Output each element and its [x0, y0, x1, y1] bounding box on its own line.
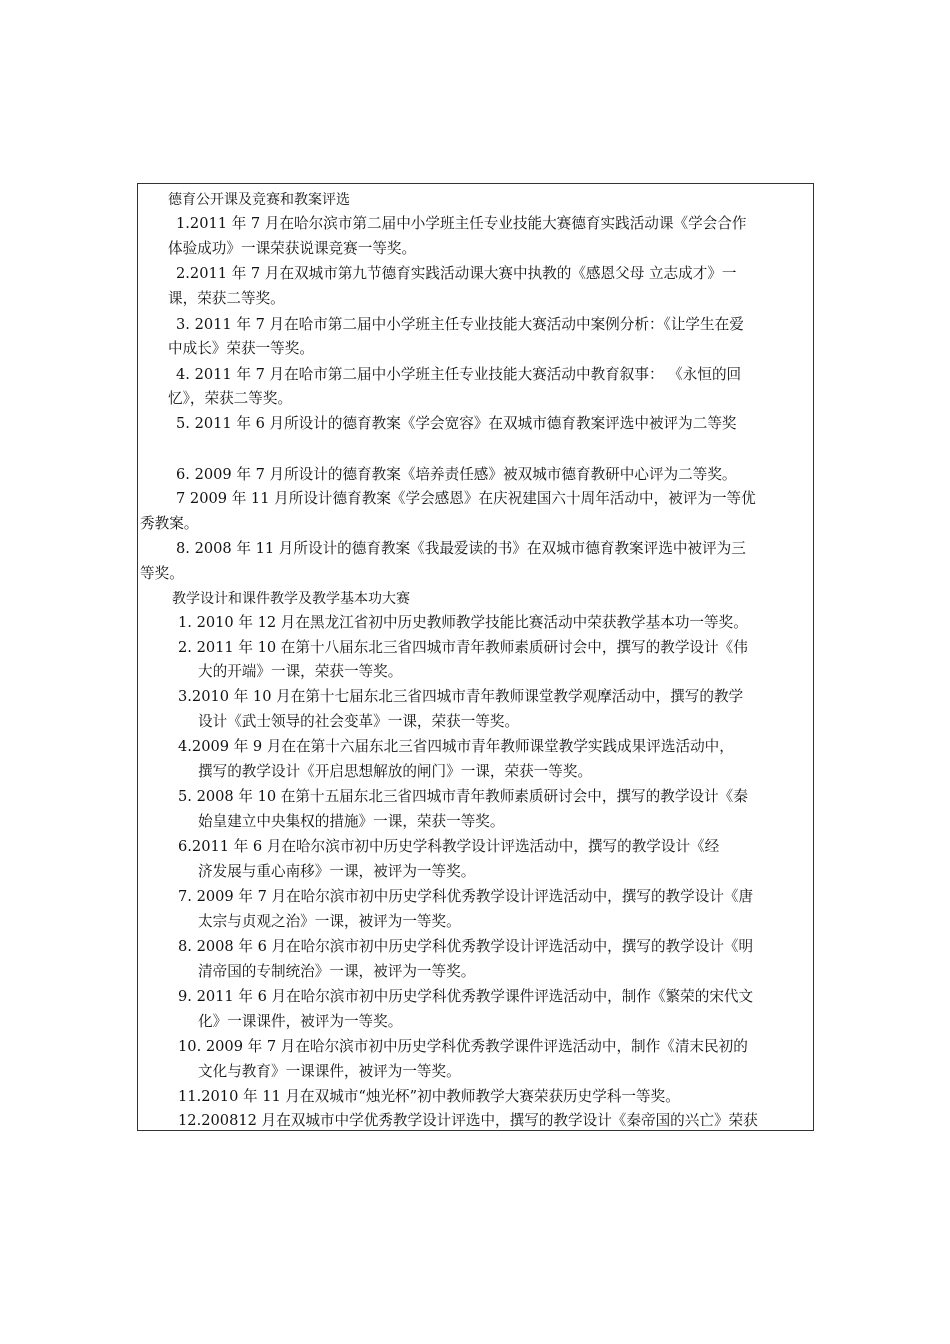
award-line: 中成长》荣获一等奖。 [168, 340, 314, 357]
award-line: 济发展与重心南移》一课，被评为一等奖。 [198, 863, 476, 880]
award-line: 8. 2008 年 11 月所设计的德育教案《我最爱读的书》在双城市德育教案评选中被评为三 [176, 540, 746, 557]
award-line: 3.2010 年 10 月在第十七届东北三省四城市青年教师课堂教学观摩活动中，撰写的教学 [178, 688, 744, 705]
award-line: 6.2011 年 6 月在哈尔滨市初中历史学科教学设计评选活动中，撰写的教学设计《经 [178, 838, 720, 855]
award-line: 4.2009 年 9 月在在第十六届东北三省四城市青年教师课堂教学实践成果评选活动中， [178, 738, 734, 755]
award-line: 5. 2008 年 10 在第十五届东北三省四城市青年教师素质研讨会中，撰写的教学设计《秦 [178, 788, 748, 805]
award-line: 7. 2009 年 7 月在哈尔滨市初中历史学科优秀教学设计评选活动中，撰写的教学设计《唐 [178, 888, 754, 905]
section-heading-teaching-design: 教学设计和课件教学及教学基本功大赛 [172, 591, 410, 607]
award-line: 7 2009 年 11 月所设计德育教案《学会感恩》在庆祝建国六十周年活动中，被评为一等优 [176, 490, 756, 507]
award-line: 1.2011 年 7 月在哈尔滨市第二届中小学班主任专业技能大赛德育实践活动课《学会合作 [176, 215, 747, 232]
award-line: 清帝国的专制统治》一课，被评为一等奖。 [198, 963, 476, 980]
award-line: 2.2011 年 7 月在双城市第九节德育实践活动课大赛中执教的《感恩父母 立志成才》一 [176, 265, 737, 282]
award-line: 12.200812 月在双城市中学优秀教学设计评选中，撰写的教学设计《秦帝国的兴亡》荣获 [178, 1112, 758, 1129]
award-line: 8. 2008 年 6 月在哈尔滨市初中历史学科优秀教学设计评选活动中，撰写的教学设计《明 [178, 938, 754, 955]
award-list-table [137, 183, 814, 1131]
award-line: 5. 2011 年 6 月所设计的德育教案《学会宽容》在双城市德育教案评选中被评为二等奖 [176, 415, 737, 432]
award-line: 1. 2010 年 12 月在黑龙江省初中历史教师教学技能比赛活动中荣获教学基本功一等奖。 [178, 614, 748, 631]
award-line: 6. 2009 年 7 月所设计的德育教案《培养责任感》被双城市德育教研中心评为二等奖。 [176, 466, 737, 483]
award-line: 等奖。 [140, 565, 184, 582]
award-line: 3. 2011 年 7 月在哈市第二届中小学班主任专业技能大赛活动中案例分析：《让学生在爱 [176, 316, 744, 333]
award-line: 9. 2011 年 6 月在哈尔滨市初中历史学科优秀教学课件评选活动中，制作《繁荣的宋代文 [178, 988, 754, 1005]
award-line: 2. 2011 年 10 在第十八届东北三省四城市青年教师素质研讨会中，撰写的教学设计《伟 [178, 639, 748, 656]
award-line: 化》一课课件，被评为一等奖。 [198, 1013, 403, 1030]
award-line: 始皇建立中央集权的措施》一课，荣获一等奖。 [198, 813, 505, 830]
award-line: 体验成功》一课荣获说课竞赛一等奖。 [168, 240, 417, 257]
award-line: 课，荣获二等奖。 [168, 290, 285, 307]
award-line: 设计《武士领导的社会变革》一课，荣获一等奖。 [198, 713, 520, 730]
award-line: 撰写的教学设计《开启思想解放的闸门》一课，荣获一等奖。 [198, 763, 593, 780]
award-line: 10. 2009 年 7 月在哈尔滨市初中历史学科优秀教学课件评选活动中，制作《清末民初的 [178, 1038, 748, 1055]
award-line: 4. 2011 年 7 月在哈市第二届中小学班主任专业技能大赛活动中教育叙事： 《永恒的回 [176, 366, 742, 383]
award-line: 大的开端》一课，荣获一等奖。 [198, 663, 403, 680]
section-heading-moral-education: 德育公开课及竞赛和教案评选 [168, 192, 350, 208]
award-line: 11.2010 年 11 月在双城市“烛光杯”初中教师教学大赛荣获历史学科一等奖。 [178, 1088, 680, 1105]
award-line: 忆》，荣获二等奖。 [168, 390, 293, 407]
award-line: 文化与教育》一课课件，被评为一等奖。 [198, 1063, 461, 1080]
award-line: 太宗与贞观之治》一课，被评为一等奖。 [198, 913, 461, 930]
award-line: 秀教案。 [140, 515, 199, 532]
